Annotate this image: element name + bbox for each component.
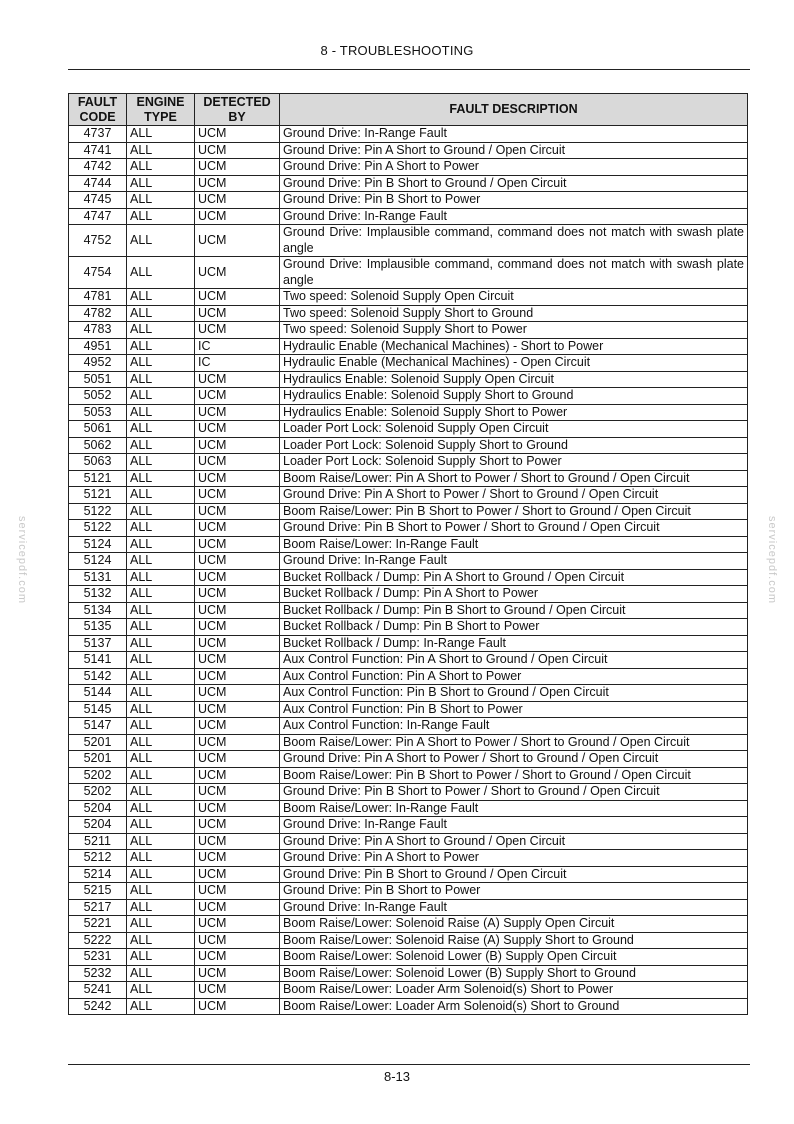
engine-type-cell: ALL (127, 208, 195, 225)
engine-type-cell: ALL (127, 388, 195, 405)
fault-code-cell: 4783 (69, 322, 127, 339)
detected-by-cell: UCM (195, 388, 280, 405)
detected-by-cell: UCM (195, 685, 280, 702)
engine-type-cell: ALL (127, 142, 195, 159)
fault-description-cell: Bucket Rollback / Dump: Pin A Short to Power (280, 586, 748, 603)
engine-type-cell: ALL (127, 421, 195, 438)
page-number: 8-13 (383, 1069, 411, 1084)
fault-code-cell: 5214 (69, 866, 127, 883)
table-row (69, 355, 748, 372)
engine-type-cell: ALL (127, 371, 195, 388)
fault-description-cell: Ground Drive: Pin B Short to Power (280, 192, 748, 209)
detected-by-cell: UCM (195, 536, 280, 553)
fault-description-cell: Boom Raise/Lower: Solenoid Raise (A) Supply Open Circuit (280, 916, 748, 933)
table-row (69, 668, 748, 685)
engine-type-cell: ALL (127, 734, 195, 751)
fault-description-cell: Boom Raise/Lower: Pin B Short to Power / Short to Ground / Open Circuit (280, 767, 748, 784)
detected-by-cell: UCM (195, 470, 280, 487)
fault-description-cell: Boom Raise/Lower: In-Range Fault (280, 800, 748, 817)
detected-by-cell: UCM (195, 982, 280, 999)
detected-by-cell: UCM (195, 652, 280, 669)
fault-code-cell: 5215 (69, 883, 127, 900)
fault-description-cell: Aux Control Function: Pin A Short to Power (280, 668, 748, 685)
fault-code-cell: 4752 (69, 225, 127, 257)
engine-type-cell: ALL (127, 159, 195, 176)
detected-by-cell: UCM (195, 916, 280, 933)
fault-code-cell: 5124 (69, 553, 127, 570)
engine-type-cell: ALL (127, 817, 195, 834)
detected-by-cell: UCM (195, 257, 280, 289)
table-row (69, 142, 748, 159)
engine-type-cell: ALL (127, 569, 195, 586)
detected-by-cell: UCM (195, 718, 280, 735)
header-rule (68, 69, 750, 70)
detected-by-cell: UCM (195, 503, 280, 520)
table-row (69, 734, 748, 751)
fault-description-cell: Ground Drive: Pin A Short to Power / Short to Ground / Open Circuit (280, 487, 748, 504)
detected-by-cell: UCM (195, 850, 280, 867)
fault-code-cell: 5241 (69, 982, 127, 999)
fault-code-cell: 5221 (69, 916, 127, 933)
engine-type-cell: ALL (127, 553, 195, 570)
engine-type-cell: ALL (127, 833, 195, 850)
fault-description-cell: Hydraulics Enable: Solenoid Supply Open Circuit (280, 371, 748, 388)
fault-description-cell: Ground Drive: Pin A Short to Ground / Open Circuit (280, 833, 748, 850)
fault-description-cell: Ground Drive: Pin B Short to Power / Short to Ground / Open Circuit (280, 520, 748, 537)
fault-description-cell: Two speed: Solenoid Supply Short to Power (280, 322, 748, 339)
detected-by-cell: UCM (195, 208, 280, 225)
engine-type-cell: ALL (127, 487, 195, 504)
detected-by-cell: UCM (195, 619, 280, 636)
fault-code-cell: 5147 (69, 718, 127, 735)
fault-code-cell: 5052 (69, 388, 127, 405)
fault-description-cell: Hydraulics Enable: Solenoid Supply Short to Power (280, 404, 748, 421)
table-row (69, 437, 748, 454)
detected-by-cell: UCM (195, 883, 280, 900)
detected-by-cell: UCM (195, 751, 280, 768)
column-header-fault-code: FAULT CODE (69, 94, 127, 126)
engine-type-cell: ALL (127, 949, 195, 966)
detected-by-cell: UCM (195, 998, 280, 1015)
engine-type-cell: ALL (127, 883, 195, 900)
fault-code-cell: 4781 (69, 289, 127, 306)
fault-description-cell: Aux Control Function: Pin B Short to Ground / Open Circuit (280, 685, 748, 702)
fault-code-cell: 5217 (69, 899, 127, 916)
table-row (69, 965, 748, 982)
fault-code-cell: 5131 (69, 569, 127, 586)
detected-by-cell: UCM (195, 225, 280, 257)
fault-code-cell: 4745 (69, 192, 127, 209)
detected-by-cell: UCM (195, 371, 280, 388)
fault-code-cell: 5141 (69, 652, 127, 669)
detected-by-cell: UCM (195, 487, 280, 504)
fault-description-cell: Loader Port Lock: Solenoid Supply Open Circuit (280, 421, 748, 438)
fault-code-cell: 5211 (69, 833, 127, 850)
fault-code-cell: 5061 (69, 421, 127, 438)
engine-type-cell: ALL (127, 305, 195, 322)
table-row (69, 338, 748, 355)
table-row (69, 718, 748, 735)
fault-description-cell: Ground Drive: Pin B Short to Power (280, 883, 748, 900)
table-row (69, 225, 748, 257)
fault-description-cell: Boom Raise/Lower: Solenoid Lower (B) Supply Open Circuit (280, 949, 748, 966)
detected-by-cell: UCM (195, 932, 280, 949)
fault-description-cell: Hydraulic Enable (Mechanical Machines) - Open Circuit (280, 355, 748, 372)
engine-type-cell: ALL (127, 998, 195, 1015)
table-row (69, 289, 748, 306)
table-row (69, 652, 748, 669)
detected-by-cell: UCM (195, 635, 280, 652)
table-row (69, 208, 748, 225)
fault-code-cell: 5135 (69, 619, 127, 636)
table-row (69, 767, 748, 784)
detected-by-cell: UCM (195, 404, 280, 421)
fault-code-cell: 5142 (69, 668, 127, 685)
detected-by-cell: UCM (195, 520, 280, 537)
fault-description-cell: Ground Drive: Pin A Short to Power (280, 159, 748, 176)
fault-code-cell: 5051 (69, 371, 127, 388)
detected-by-cell: UCM (195, 305, 280, 322)
fault-description-cell: Boom Raise/Lower: Solenoid Lower (B) Supply Short to Ground (280, 965, 748, 982)
watermark-right: servicepdf.com (766, 516, 778, 604)
engine-type-cell: ALL (127, 932, 195, 949)
fault-description-cell: Ground Drive: Pin A Short to Ground / Open Circuit (280, 142, 748, 159)
engine-type-cell: ALL (127, 784, 195, 801)
table-row (69, 751, 748, 768)
detected-by-cell: UCM (195, 767, 280, 784)
fault-code-table (68, 93, 748, 1015)
engine-type-cell: ALL (127, 289, 195, 306)
table-row (69, 850, 748, 867)
detected-by-cell: UCM (195, 553, 280, 570)
detected-by-cell: UCM (195, 192, 280, 209)
table-row (69, 553, 748, 570)
table-row (69, 784, 748, 801)
fault-code-cell: 4754 (69, 257, 127, 289)
fault-code-cell: 5063 (69, 454, 127, 471)
detected-by-cell: UCM (195, 586, 280, 603)
fault-description-cell: Two speed: Solenoid Supply Open Circuit (280, 289, 748, 306)
engine-type-cell: ALL (127, 175, 195, 192)
fault-description-cell: Bucket Rollback / Dump: In-Range Fault (280, 635, 748, 652)
table-row (69, 192, 748, 209)
fault-code-cell: 5122 (69, 520, 127, 537)
engine-type-cell: ALL (127, 982, 195, 999)
fault-code-cell: 5137 (69, 635, 127, 652)
engine-type-cell: ALL (127, 767, 195, 784)
page-header-title: 8 - TROUBLESHOOTING (320, 43, 474, 58)
table-header-row (69, 94, 748, 126)
detected-by-cell: UCM (195, 175, 280, 192)
fault-code-cell: 5145 (69, 701, 127, 718)
table-row (69, 175, 748, 192)
table-row (69, 404, 748, 421)
engine-type-cell: ALL (127, 718, 195, 735)
table-row (69, 470, 748, 487)
fault-description-cell: Boom Raise/Lower: Pin A Short to Power / Short to Ground / Open Circuit (280, 734, 748, 751)
fault-description-cell: Ground Drive: Pin A Short to Power / Short to Ground / Open Circuit (280, 751, 748, 768)
fault-code-cell: 5202 (69, 767, 127, 784)
engine-type-cell: ALL (127, 602, 195, 619)
engine-type-cell: ALL (127, 586, 195, 603)
fault-description-cell: Aux Control Function: Pin A Short to Ground / Open Circuit (280, 652, 748, 669)
fault-description-cell: Ground Drive: Pin B Short to Power / Short to Ground / Open Circuit (280, 784, 748, 801)
detected-by-cell: UCM (195, 322, 280, 339)
engine-type-cell: ALL (127, 751, 195, 768)
detected-by-cell: UCM (195, 701, 280, 718)
fault-code-cell: 5124 (69, 536, 127, 553)
engine-type-cell: ALL (127, 800, 195, 817)
engine-type-cell: ALL (127, 701, 195, 718)
watermark-left: servicepdf.com (16, 516, 28, 604)
fault-description-cell: Bucket Rollback / Dump: Pin B Short to Ground / Open Circuit (280, 602, 748, 619)
fault-code-cell: 4737 (69, 126, 127, 143)
engine-type-cell: ALL (127, 668, 195, 685)
column-header-engine-type: ENGINE TYPE (127, 94, 195, 126)
detected-by-cell: UCM (195, 569, 280, 586)
fault-code-cell: 5201 (69, 751, 127, 768)
engine-type-cell: ALL (127, 850, 195, 867)
table-row (69, 899, 748, 916)
engine-type-cell: ALL (127, 652, 195, 669)
column-header-detected-by: DETECTED BY (195, 94, 280, 126)
fault-description-cell: Boom Raise/Lower: Pin A Short to Power / Short to Ground / Open Circuit (280, 470, 748, 487)
fault-description-cell: Ground Drive: Pin A Short to Power (280, 850, 748, 867)
detected-by-cell: UCM (195, 289, 280, 306)
engine-type-cell: ALL (127, 470, 195, 487)
column-header-fault-description: FAULT DESCRIPTION (280, 94, 748, 126)
fault-code-cell: 5121 (69, 487, 127, 504)
fault-code-cell: 4747 (69, 208, 127, 225)
table-row (69, 701, 748, 718)
fault-description-cell: Ground Drive: In-Range Fault (280, 553, 748, 570)
table-row (69, 833, 748, 850)
table-row (69, 503, 748, 520)
table-body (69, 126, 748, 1015)
table-row (69, 371, 748, 388)
detected-by-cell: UCM (195, 142, 280, 159)
table-row (69, 388, 748, 405)
fault-description-cell: Ground Drive: Pin B Short to Ground / Open Circuit (280, 866, 748, 883)
detected-by-cell: UCM (195, 602, 280, 619)
fault-description-cell: Loader Port Lock: Solenoid Supply Short to Ground (280, 437, 748, 454)
fault-code-cell: 5201 (69, 734, 127, 751)
fault-description-cell: Hydraulics Enable: Solenoid Supply Short to Ground (280, 388, 748, 405)
fault-description-cell: Aux Control Function: In-Range Fault (280, 718, 748, 735)
fault-code-cell: 5132 (69, 586, 127, 603)
table-row (69, 421, 748, 438)
fault-code-cell: 5231 (69, 949, 127, 966)
engine-type-cell: ALL (127, 126, 195, 143)
fault-code-cell: 5204 (69, 817, 127, 834)
fault-code-cell: 5144 (69, 685, 127, 702)
fault-code-cell: 5053 (69, 404, 127, 421)
detected-by-cell: UCM (195, 734, 280, 751)
detected-by-cell: IC (195, 338, 280, 355)
fault-code-cell: 4744 (69, 175, 127, 192)
fault-description-cell: Ground Drive: In-Range Fault (280, 899, 748, 916)
fault-code-cell: 5212 (69, 850, 127, 867)
fault-code-cell: 5242 (69, 998, 127, 1015)
detected-by-cell: UCM (195, 965, 280, 982)
fault-code-cell: 5062 (69, 437, 127, 454)
engine-type-cell: ALL (127, 338, 195, 355)
footer-rule (68, 1064, 750, 1065)
engine-type-cell: ALL (127, 866, 195, 883)
fault-description-cell: Ground Drive: In-Range Fault (280, 126, 748, 143)
table-row (69, 305, 748, 322)
detected-by-cell: UCM (195, 817, 280, 834)
detected-by-cell: UCM (195, 454, 280, 471)
table-row (69, 916, 748, 933)
table-row (69, 487, 748, 504)
engine-type-cell: ALL (127, 619, 195, 636)
fault-description-cell: Boom Raise/Lower: Loader Arm Solenoid(s) Short to Ground (280, 998, 748, 1015)
fault-code-cell: 5204 (69, 800, 127, 817)
fault-code-cell: 4951 (69, 338, 127, 355)
fault-description-cell: Ground Drive: Implausible command, command does not match with swash plate angle (280, 225, 748, 257)
engine-type-cell: ALL (127, 437, 195, 454)
table-row (69, 932, 748, 949)
table-row (69, 586, 748, 603)
table-row (69, 159, 748, 176)
table-row (69, 322, 748, 339)
fault-code-cell: 4742 (69, 159, 127, 176)
fault-description-cell: Ground Drive: Implausible command, command does not match with swash plate angle (280, 257, 748, 289)
engine-type-cell: ALL (127, 685, 195, 702)
fault-description-cell: Bucket Rollback / Dump: Pin A Short to Ground / Open Circuit (280, 569, 748, 586)
table-row (69, 454, 748, 471)
fault-description-cell: Two speed: Solenoid Supply Short to Ground (280, 305, 748, 322)
fault-description-cell: Boom Raise/Lower: In-Range Fault (280, 536, 748, 553)
fault-description-cell: Boom Raise/Lower: Pin B Short to Power / Short to Ground / Open Circuit (280, 503, 748, 520)
engine-type-cell: ALL (127, 257, 195, 289)
table-row (69, 685, 748, 702)
table-row (69, 817, 748, 834)
fault-code-cell: 4741 (69, 142, 127, 159)
engine-type-cell: ALL (127, 404, 195, 421)
table-row (69, 536, 748, 553)
engine-type-cell: ALL (127, 503, 195, 520)
detected-by-cell: UCM (195, 949, 280, 966)
fault-code-cell: 4782 (69, 305, 127, 322)
table-row (69, 619, 748, 636)
fault-description-cell: Ground Drive: Pin B Short to Ground / Open Circuit (280, 175, 748, 192)
detected-by-cell: UCM (195, 437, 280, 454)
detected-by-cell: UCM (195, 126, 280, 143)
detected-by-cell: IC (195, 355, 280, 372)
table-row (69, 569, 748, 586)
fault-description-cell: Boom Raise/Lower: Solenoid Raise (A) Supply Short to Ground (280, 932, 748, 949)
fault-code-cell: 5232 (69, 965, 127, 982)
fault-description-cell: Ground Drive: In-Range Fault (280, 208, 748, 225)
engine-type-cell: ALL (127, 520, 195, 537)
table-row (69, 602, 748, 619)
detected-by-cell: UCM (195, 899, 280, 916)
detected-by-cell: UCM (195, 866, 280, 883)
fault-description-cell: Hydraulic Enable (Mechanical Machines) - Short to Power (280, 338, 748, 355)
fault-code-cell: 5222 (69, 932, 127, 949)
fault-description-cell: Bucket Rollback / Dump: Pin B Short to Power (280, 619, 748, 636)
engine-type-cell: ALL (127, 965, 195, 982)
table-row (69, 982, 748, 999)
detected-by-cell: UCM (195, 668, 280, 685)
table-row (69, 635, 748, 652)
table-row (69, 949, 748, 966)
engine-type-cell: ALL (127, 225, 195, 257)
table-row (69, 520, 748, 537)
detected-by-cell: UCM (195, 784, 280, 801)
engine-type-cell: ALL (127, 322, 195, 339)
fault-code-cell: 5122 (69, 503, 127, 520)
table-row (69, 800, 748, 817)
fault-code-cell: 5134 (69, 602, 127, 619)
engine-type-cell: ALL (127, 899, 195, 916)
engine-type-cell: ALL (127, 635, 195, 652)
detected-by-cell: UCM (195, 421, 280, 438)
detected-by-cell: UCM (195, 833, 280, 850)
fault-description-cell: Boom Raise/Lower: Loader Arm Solenoid(s) Short to Power (280, 982, 748, 999)
fault-description-cell: Aux Control Function: Pin B Short to Power (280, 701, 748, 718)
fault-code-cell: 5202 (69, 784, 127, 801)
fault-description-cell: Ground Drive: In-Range Fault (280, 817, 748, 834)
table-row (69, 998, 748, 1015)
engine-type-cell: ALL (127, 355, 195, 372)
fault-description-cell: Loader Port Lock: Solenoid Supply Short to Power (280, 454, 748, 471)
fault-code-cell: 5121 (69, 470, 127, 487)
detected-by-cell: UCM (195, 159, 280, 176)
engine-type-cell: ALL (127, 536, 195, 553)
table-row (69, 126, 748, 143)
engine-type-cell: ALL (127, 192, 195, 209)
engine-type-cell: ALL (127, 454, 195, 471)
table-row (69, 883, 748, 900)
table-row (69, 866, 748, 883)
engine-type-cell: ALL (127, 916, 195, 933)
detected-by-cell: UCM (195, 800, 280, 817)
table-row (69, 257, 748, 289)
fault-code-cell: 4952 (69, 355, 127, 372)
